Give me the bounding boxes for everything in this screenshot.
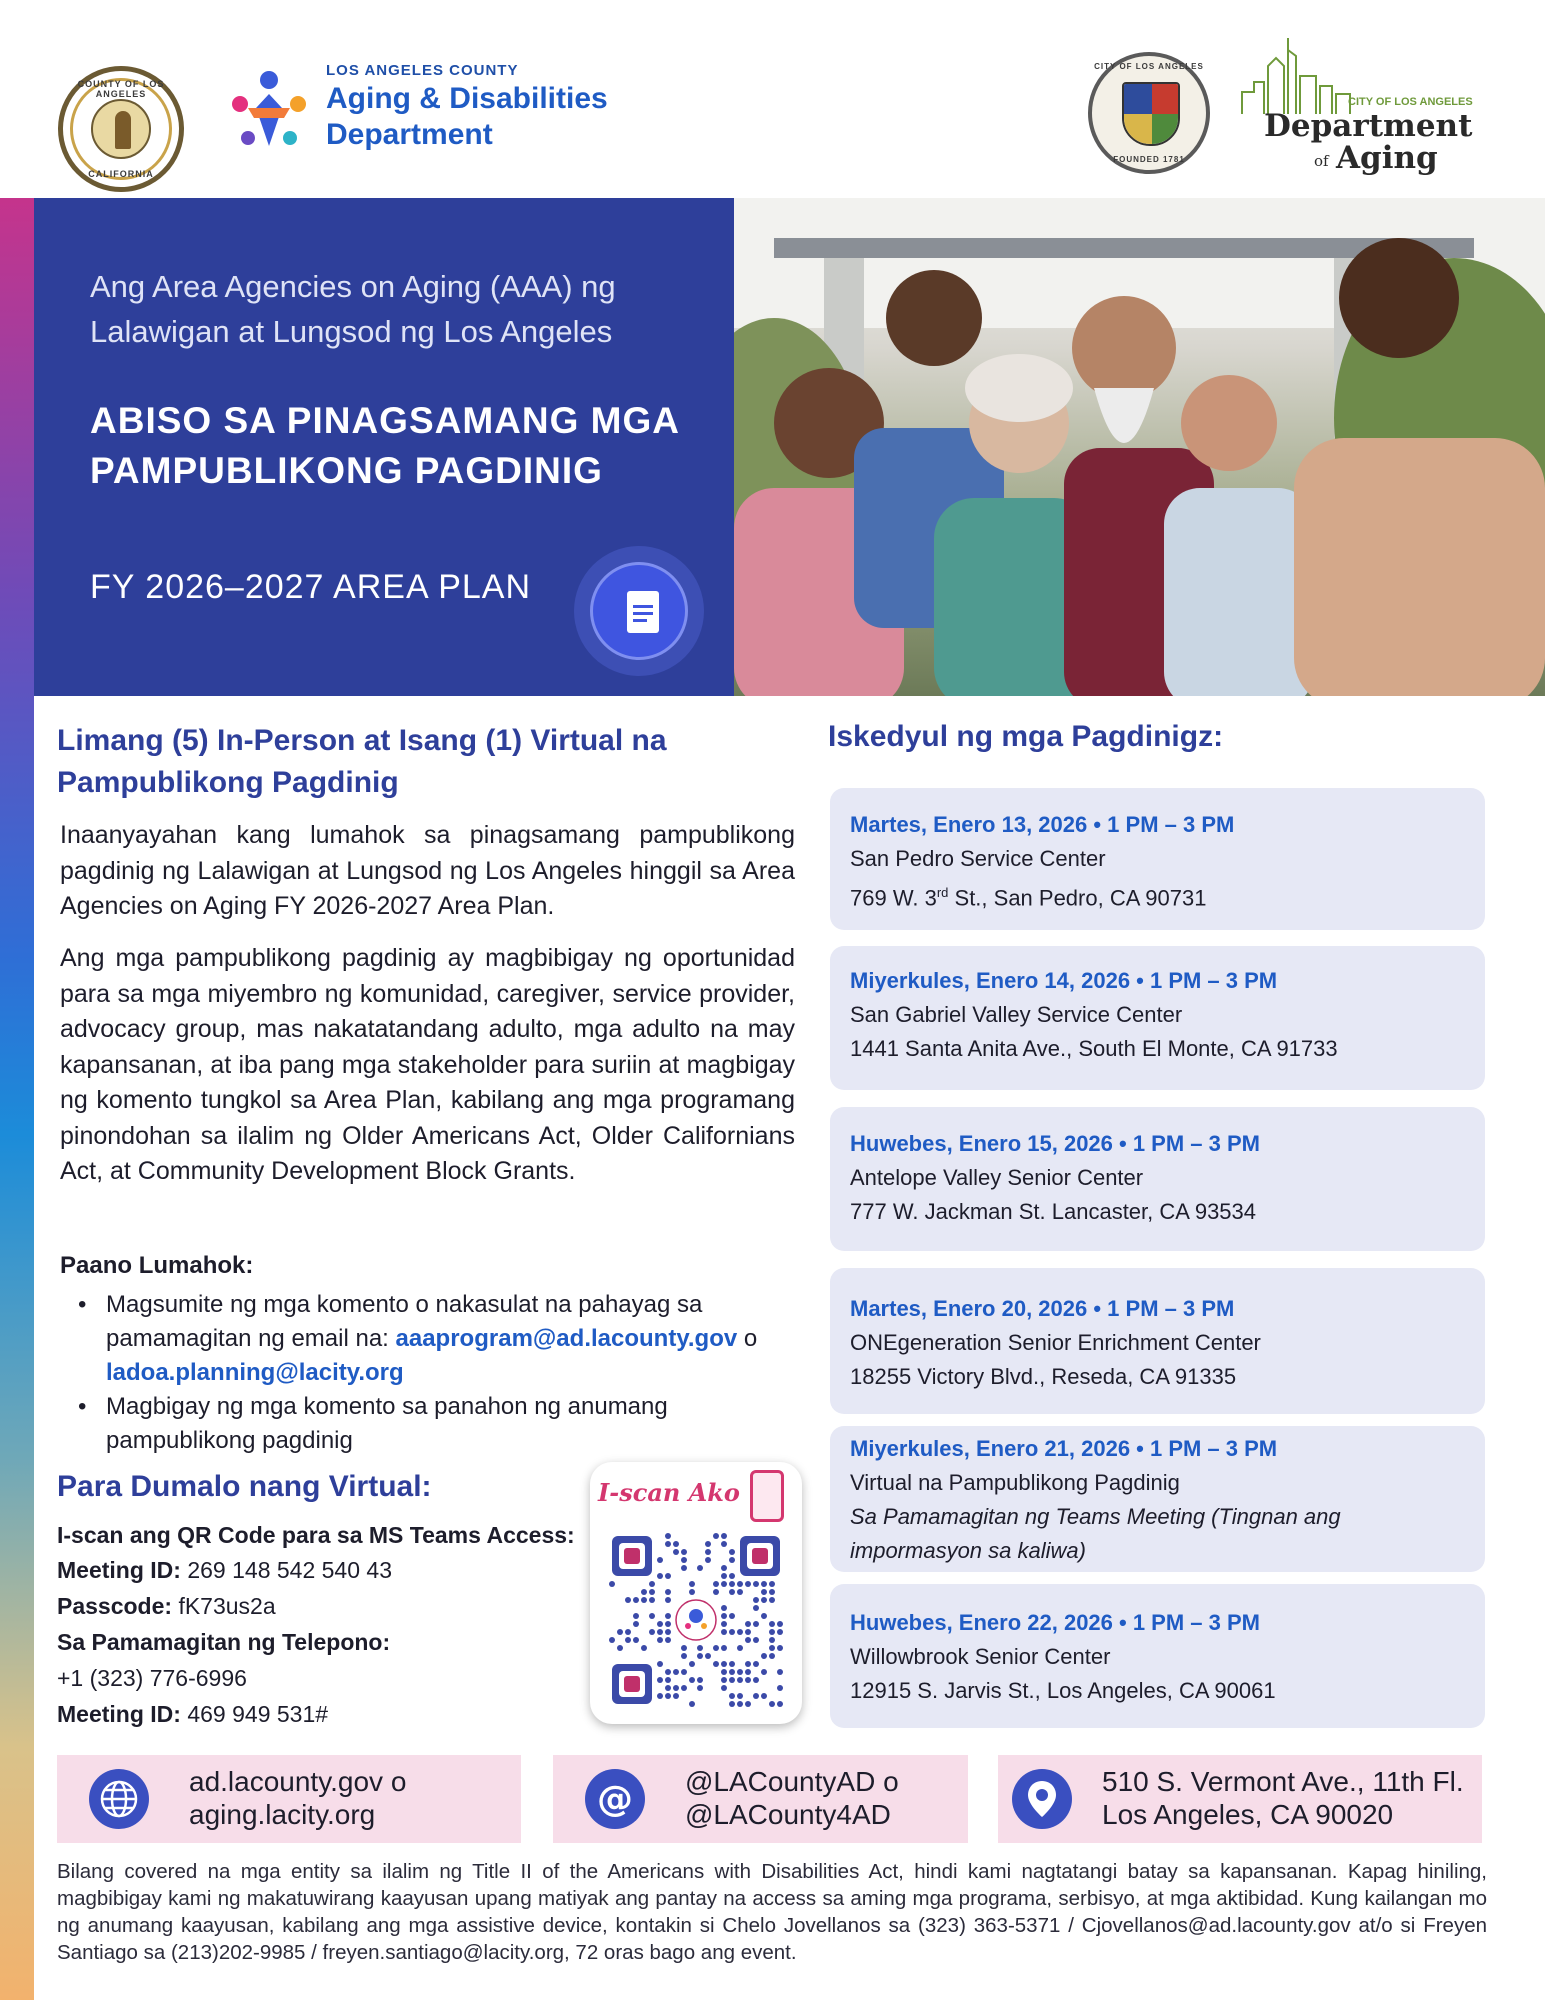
- doa-dept-text: Department: [1264, 108, 1473, 144]
- website-contact[interactable]: [57, 1755, 521, 1843]
- hearing-place: Virtual na Pampublikong Pagdinig: [850, 1470, 1180, 1495]
- hearing-address: 1441 Santa Anita Ave., South El Monte, CA 91733: [850, 1036, 1338, 1061]
- ad-logo-small-text: LOS ANGELES COUNTY: [326, 62, 519, 79]
- hearing-date: Miyerkules, Enero 21, 2026 • 1 PM – 3 PM: [850, 1436, 1278, 1461]
- hearing-place: Willowbrook Senior Center: [850, 1644, 1111, 1669]
- hearing-place: Antelope Valley Senior Center: [850, 1165, 1144, 1190]
- doa-of-text: of: [1314, 152, 1329, 170]
- city-seal-top-text: CITY OF LOS ANGELES: [1094, 62, 1204, 71]
- schedule-card: [830, 946, 1485, 1090]
- document-icon: [574, 546, 704, 676]
- seniors-group-photo: [734, 198, 1545, 696]
- hero-plan-label: FY 2026–2027 AREA PLAN: [90, 568, 532, 606]
- county-email-link[interactable]: aaaprogram@ad.lacounty.gov: [395, 1325, 738, 1352]
- passcode-value: fK73us2a: [178, 1593, 276, 1619]
- website-line1[interactable]: ad.lacounty.gov o: [189, 1766, 407, 1797]
- how-to-participate-heading: Paano Lumahok:: [60, 1252, 254, 1279]
- bullet2-text: Magbigay ng mga komento sa panahon ng anumang pampublikong pagdinig: [106, 1393, 668, 1454]
- la-county-seal-logo: [58, 66, 184, 192]
- qr-code-label: I-scan ang QR Code para sa MS Teams Access:: [57, 1522, 575, 1548]
- hearing-address: 12915 S. Jarvis St., Los Angeles, CA 90061: [850, 1678, 1276, 1703]
- ada-disclaimer: Bilang covered na mga entity sa ilalim ng Title II of the Americans with Disabilities Act, hindi kami nagtatangi batay sa kapansanan. Kapag hiniling, magbibigay kami ng makatuwirang kaayusan upang matiyak ang pantay na access sa aming mga programa, serbisyo, at mga aktibidad. Kung kailangan mo ng anumang kaayusan, kabilang ang mga assistive device, kontakin si Chelo Jovellanos sa (323) 363-5371 / Cjovellanos@ad.lacounty.gov at/o si Freyen Santiago sa (213)202-9985 / freyen.santiago@lacity.org, 72 oras bago ang event.: [57, 1860, 1487, 1964]
- scan-me-label: I-scan Ako: [598, 1478, 740, 1507]
- doa-aging-text: Aging: [1336, 140, 1438, 176]
- list-item: [76, 1288, 796, 1390]
- hearing-place: ONEgeneration Senior Enrichment Center: [850, 1330, 1261, 1355]
- hearing-date: Martes, Enero 13, 2026 • 1 PM – 3 PM: [850, 812, 1235, 837]
- qr-code-icon: [608, 1532, 784, 1708]
- address-line2: Los Angeles, CA 90020: [1102, 1799, 1394, 1830]
- schedule-card: [830, 1584, 1485, 1728]
- schedule-card: [830, 1426, 1485, 1572]
- hearing-place: San Pedro Service Center: [850, 846, 1106, 871]
- phone-icon: [750, 1470, 784, 1522]
- phone-meeting-id-value: 469 949 531#: [187, 1701, 329, 1727]
- la-city-seal-logo: [1088, 52, 1210, 174]
- schedule-card: [830, 788, 1485, 930]
- city-seal-bottom-text: FOUNDED 1781: [1113, 155, 1185, 164]
- meeting-id-line: Meeting ID: 269 148 542 540 43: [57, 1557, 392, 1583]
- passcode-line: Passcode: fK73us2a: [57, 1593, 276, 1619]
- purpose-paragraph: Ang mga pampublikong pagdinig ay magbibigay ng oportunidad para sa mga miyembro ng komunidad, caregiver, service provider, advocacy group, mas nakatatandang adulto, mga adulto na may kapansanan, at iba pang mga stakeholder para suriin at magbigay ng komento tungkol sa Area Plan, kabilang ang mga programang pinondohan sa ilalim ng Older Americans Act, Older Californians Act, at Community Development Block Grants.: [60, 944, 795, 1185]
- header: [0, 0, 1545, 198]
- hearing-date: Miyerkules, Enero 14, 2026 • 1 PM – 3 PM: [850, 968, 1278, 993]
- schedule-card: [830, 1107, 1485, 1251]
- left-gradient-stripe: [0, 198, 34, 2000]
- hearing-address: 769 W. 3rd St., San Pedro, CA 90731: [850, 885, 1207, 911]
- hearing-address: 18255 Victory Blvd., Reseda, CA 91335: [850, 1364, 1237, 1389]
- ad-logo-line1: Aging & Disabilities: [326, 82, 608, 115]
- hero-banner: [34, 198, 734, 696]
- schedule-heading: Iskedyul ng mga Pagdinigz:: [828, 720, 1224, 753]
- schedule-card: [830, 1268, 1485, 1414]
- hearing-place: San Gabriel Valley Service Center: [850, 1002, 1183, 1027]
- city-email-link[interactable]: ladoa.planning@lacity.org: [106, 1359, 404, 1386]
- globe-icon: [89, 1769, 149, 1829]
- hearing-date: Huwebes, Enero 22, 2026 • 1 PM – 3 PM: [850, 1610, 1260, 1635]
- hero-subtitle: Ang Area Agencies on Aging (AAA) ng Lalawigan at Lungsod ng Los Angeles: [90, 269, 616, 349]
- phone-label: Sa Pamamagitan ng Telepono:: [57, 1629, 391, 1655]
- aging-disabilities-mark-icon: [226, 68, 312, 154]
- intro-paragraph: Inaanyayahan kang lumahok sa pinagsamang pampublikong pagdinig ng Lalawigan at Lungsod ng Los Angeles hinggil sa Area Agencies on Aging FY 2026-2027 Area Plan.: [60, 821, 795, 920]
- bullet1-text: Magsumite ng mga komento o nakasulat na pahayag sa pamamagitan ng email na:: [106, 1291, 703, 1352]
- virtual-heading: Para Dumalo nang Virtual:: [57, 1470, 432, 1503]
- bullet1-or: o: [743, 1325, 758, 1352]
- how-to-participate-list: [76, 1288, 796, 1458]
- list-item: [76, 1390, 796, 1458]
- department-of-aging-logo: [1240, 36, 1480, 176]
- phone-meeting-id-line: Meeting ID: 469 949 531#: [57, 1701, 329, 1727]
- svg-text:@: @: [597, 1779, 633, 1820]
- city-skyline-icon: [1240, 36, 1360, 116]
- address-contact: [998, 1755, 1482, 1843]
- county-seal-top-text: COUNTY OF LOS ANGELES: [77, 79, 165, 99]
- aging-disabilities-dept-logo: [226, 62, 726, 162]
- social-line2[interactable]: @LACounty4AD: [685, 1799, 891, 1830]
- location-pin-icon: [1012, 1769, 1072, 1829]
- social-line1[interactable]: @LACountyAD o: [685, 1766, 899, 1797]
- doa-small-text: CITY OF LOS ANGELES: [1348, 96, 1473, 108]
- address-line1: 510 S. Vermont Ave., 11th Fl.: [1102, 1766, 1464, 1797]
- meeting-id-value: 269 148 542 540 43: [187, 1557, 392, 1583]
- hearing-date: Huwebes, Enero 15, 2026 • 1 PM – 3 PM: [850, 1131, 1260, 1156]
- qr-code-card[interactable]: [590, 1462, 802, 1724]
- hero-title: ABISO SA PINAGSAMANG MGA PAMPUBLIKONG PAGDINIG: [90, 400, 679, 491]
- hearing-note: Sa Pamamagitan ng Teams Meeting (Tingnan ang impormasyon sa kaliwa): [850, 1504, 1341, 1563]
- hearings-heading: Limang (5) In-Person at Isang (1) Virtual na Pampublikong Pagdinig: [57, 724, 667, 799]
- hearing-address: 777 W. Jackman St. Lancaster, CA 93534: [850, 1199, 1257, 1224]
- phone-number[interactable]: +1 (323) 776-6996: [57, 1665, 247, 1691]
- ad-logo-line2: Department: [326, 118, 493, 151]
- at-sign-icon: [585, 1769, 645, 1829]
- hearing-date: Martes, Enero 20, 2026 • 1 PM – 3 PM: [850, 1296, 1235, 1321]
- website-line2[interactable]: aging.lacity.org: [189, 1799, 376, 1830]
- county-seal-bottom-text: CALIFORNIA: [88, 169, 154, 179]
- social-contact[interactable]: [553, 1755, 968, 1843]
